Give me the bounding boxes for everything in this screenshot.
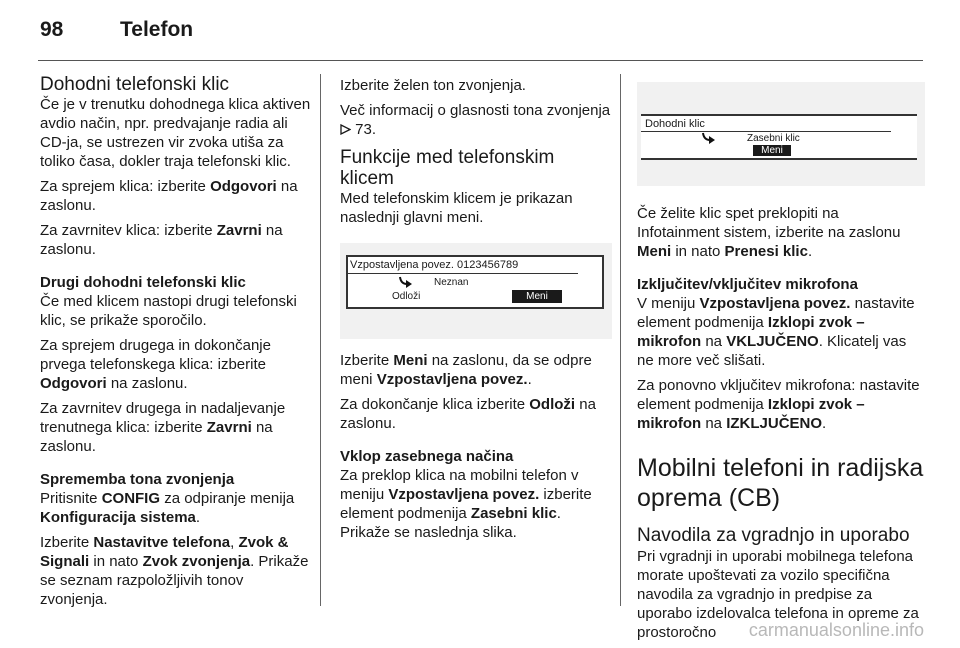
paragraph: Če je v trenutku dohodnega klica aktiven avdio način, npr. predvajanje radia ali CD-ja, se ustrezen vir zvoka utiša za toliko časa, dokler traja telefonski klic. [40, 96, 311, 170]
menu-button[interactable]: Meni [753, 145, 791, 156]
paragraph: Več informacij o glasnosti tona zvonjenja 73. [340, 102, 611, 138]
page-header [40, 18, 193, 42]
display-title: Vzpostavljena povez. 0123456789 [350, 259, 519, 271]
column-1 [40, 74, 312, 615]
column-divider-1 [320, 74, 321, 606]
paragraph: Za ponovno vključitev mikrofona: nastavite element podmenija Izklopi zvok – mikrofon na IZKLJUČENO. [637, 377, 920, 432]
paragraph: Za sprejem klica: izberite Odgovori na zaslonu. [40, 178, 298, 214]
private-call-label: Zasebni klic [747, 133, 800, 144]
column-divider-2 [620, 74, 621, 606]
caller-name: Neznan [434, 277, 469, 288]
call-transfer-icon [701, 131, 717, 150]
display-title: Dohodni klic [645, 118, 705, 130]
paragraph: Izberite Nastavitve telefona, Zvok & Signali in nato Zvok zvonjenja. Prikaže se seznam razpoložljivih tonov zvonjenja. [40, 534, 309, 608]
paragraph: Pritisnite CONFIG za odpiranje menija Konfiguracija sistema. [40, 490, 295, 526]
menu-button[interactable]: Meni [512, 290, 562, 303]
display-screenshot-incoming [637, 82, 925, 186]
page-title: Telefon [120, 18, 194, 41]
section-title-private-mode: Vklop zasebnega načina [340, 448, 514, 465]
section-title-second-call: Drugi dohodni telefonski klic [40, 274, 246, 291]
display-panel [641, 114, 917, 160]
display-panel [346, 255, 604, 309]
paragraph: Med telefonskim klicem je prikazan naslednji glavni meni. [340, 190, 573, 226]
paragraph: Za zavrnitev klica: izberite Zavrni na zaslonu. [40, 222, 283, 258]
paragraph: Za dokončanje klica izberite Odloži na zaslonu. [340, 396, 596, 432]
display-rule [641, 131, 891, 132]
section-title-microphone: Izključitev/vključitev mikrofona [637, 276, 858, 293]
section-title-installation: Navodila za vgradnjo in uporabo [637, 525, 910, 546]
page-number: 98 [40, 18, 64, 41]
header-rule [38, 60, 923, 61]
page-reference-icon [340, 120, 351, 139]
watermark: carmanualsonline.info [748, 620, 924, 640]
column-2 [340, 76, 612, 548]
paragraph: Izberite Meni na zaslonu, da se odpre meni Vzpostavljena povez.. [340, 352, 592, 388]
chapter-title-mobile-phones: Mobilni telefoni in radijska oprema (CB) [637, 454, 924, 512]
display-screenshot-connected [340, 243, 612, 339]
paragraph: V meniju Vzpostavljena povez. nastavite element podmenija Izklopi zvok – mikrofon na VKLJUČENO. Klicatelj vas ne more več slišati. [637, 295, 915, 369]
paragraph: Izberite želen ton zvonjenja. [340, 77, 526, 94]
paragraph: Za zavrnitev drugega in nadaljevanje trenutnega klica: izberite Zavrni na zaslonu. [40, 400, 286, 455]
paragraph: Če med klicem nastopi drugi telefonski klic, se prikaže sporočilo. [40, 293, 297, 329]
hangup-option[interactable]: Odloži [392, 291, 421, 302]
paragraph: Za sprejem drugega in dokončanje prvega telefonskega klica: izberite Odgovori na zaslonu. [40, 337, 271, 392]
section-title-incoming-call: Dohodni telefonski klic [40, 74, 230, 95]
paragraph: Če želite klic spet preklopiti na Infotainment sistem, izberite na zaslonu Meni in nato Prenesi klic. [637, 205, 901, 260]
paragraph: Za preklop klica na mobilni telefon v meniju Vzpostavljena povez. izberite element podmenija Zasebni klic. Prikaže se naslednja slika. [340, 467, 592, 541]
section-title-ringtone: Sprememba tona zvonjenja [40, 471, 235, 488]
section-title-call-functions: Funkcije med telefonskim klicem [340, 147, 555, 189]
paragraph: Pri vgradnji in uporabi mobilnega telefona morate upoštevati za vozilo specifična navodila za vgradnjo in predpise za uporabo izdelovalca telefona in opreme za prostoročno [637, 548, 919, 641]
column-3 [637, 76, 925, 648]
display-rule [348, 273, 578, 274]
